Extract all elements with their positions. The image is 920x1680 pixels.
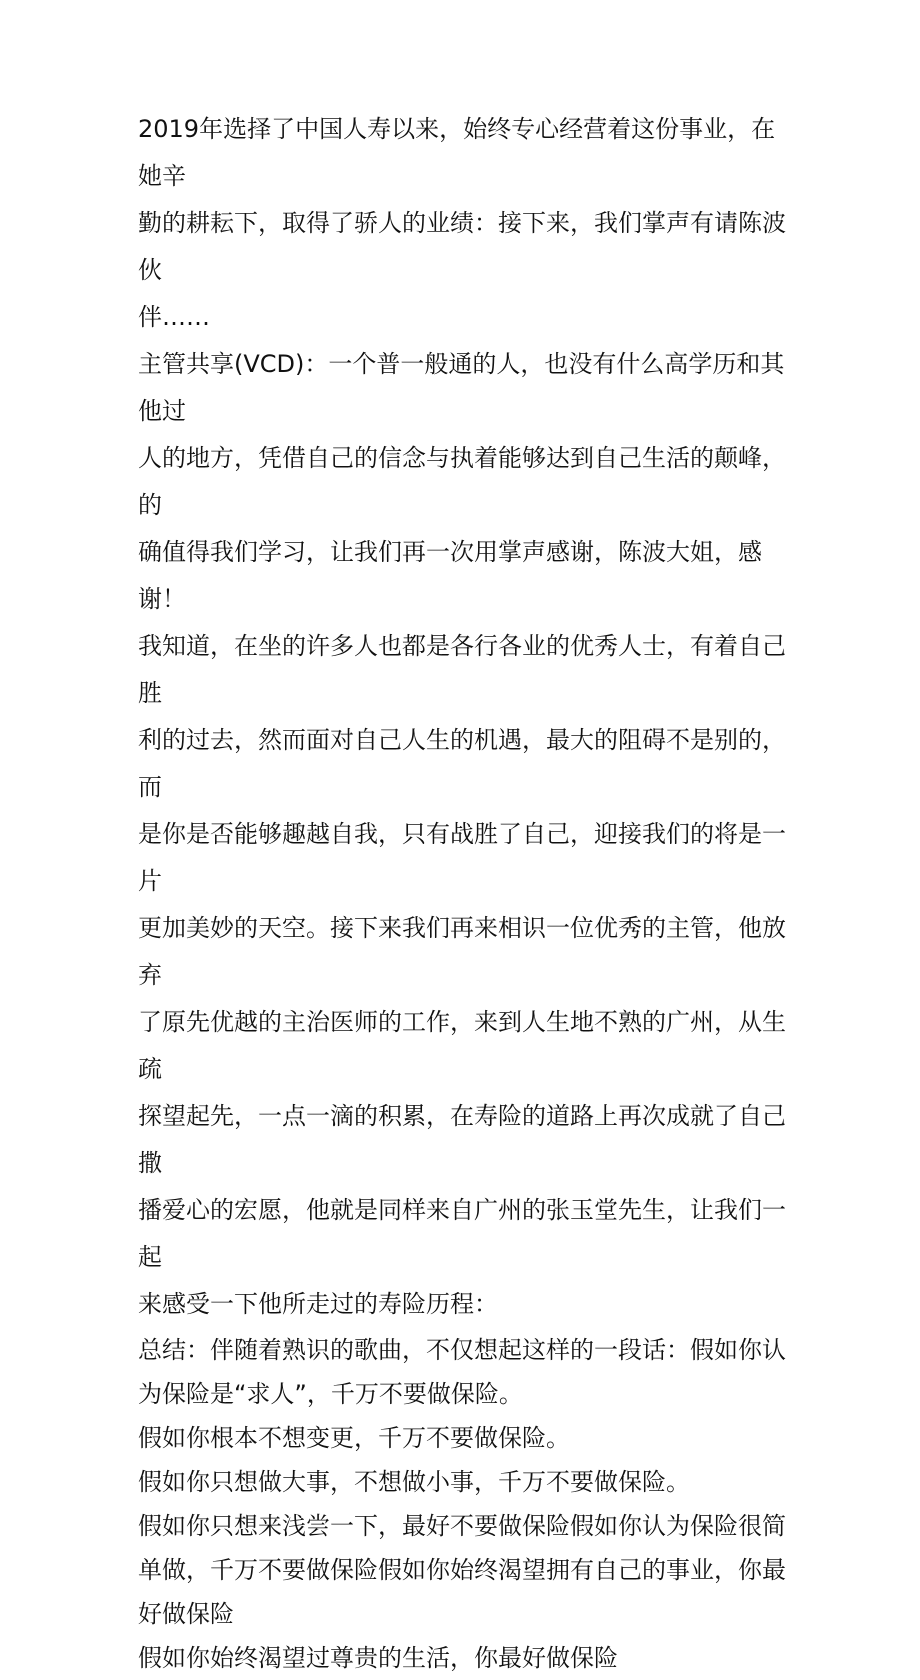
paragraph-try: 假如你只想来浅尝一下，最好不要做保险假如你认为保险很简 单做，千万不要做保险假如你始终渴望拥有自己的事业，你最 好做保险	[138, 1512, 786, 1628]
paragraph-noble-life: 假如你始终渴望过尊贵的生活，你最好做保险	[138, 1644, 618, 1672]
paragraph-summary: 总结：伴随着熟识的歌曲，不仅想起这样的一段话：假如你认 为保险是“求人”，千万不要做保险。	[138, 1336, 786, 1408]
document-body	[138, 106, 798, 1680]
paragraph-big-things: 假如你只想做大事，不想做小事，千万不要做保险。	[138, 1468, 690, 1496]
paragraph-change: 假如你根本不想变更，千万不要做保险。	[138, 1424, 570, 1452]
paragraph-supervisor-share: 主管共享(VCD)：一个普一般通的人，也没有什么高学历和其他过 人的地方，凭借自己的信念与执着能够达到自己生活的颠峰，的 确值得我们学习，让我们再一次用掌声感谢，陈波大姐，感谢！ 我知道，在坐的许多人也都是各行各业的优秀人士，有着自己胜 利的过去，然而面对自己人生的机遇，最大的阻碍不是别的，而 是你是否能够趣越自我，只有战胜了自己，迎接我们的将是一片 更加美妙的天空。接下来我们再来相识一位优秀的主管，他放弃 了原先优越的主治医师的工作，来到人生地不熟的广州，从生疏 探望起先，一点一滴的积累，在寿险的道路上再次成就了自己撒 播爱心的宏愿，他就是同样来自广州的张玉堂先生，让我们一起 来感受一下他所走过的寿险历程：	[138, 350, 786, 1318]
paragraph-intro: 2019年选择了中国人寿以来，始终专心经营着这份事业，在她辛 勤的耕耘下，取得了骄人的业绩：接下来，我们掌声有请陈波伙 伴……	[138, 115, 786, 331]
